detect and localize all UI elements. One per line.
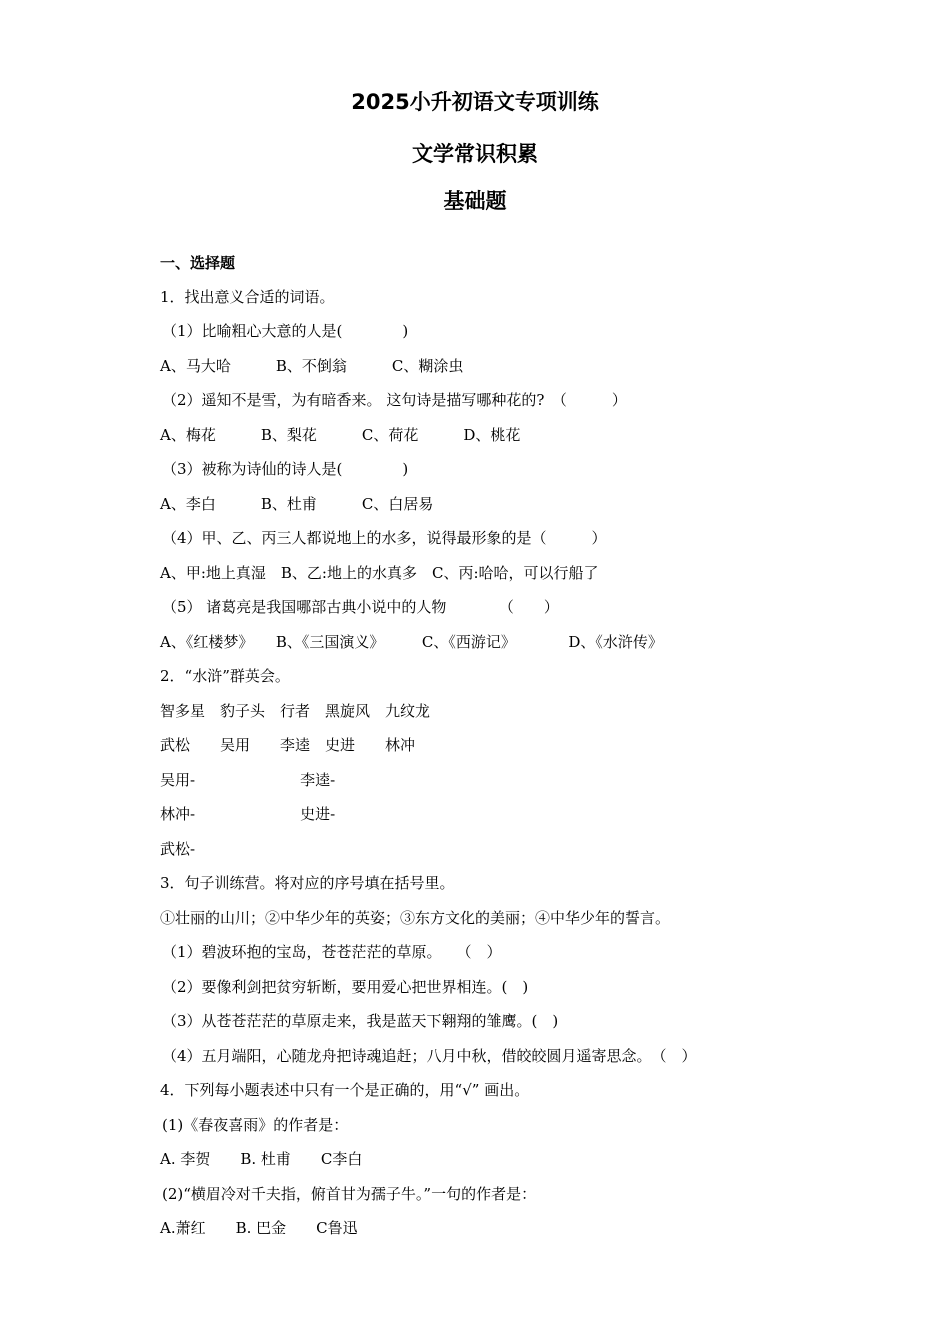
sub-question: （1）比喻粗心大意的人是( ) [162,322,409,340]
options: A、甲:地上真湿 B、乙:地上的水真多 C、丙:哈哈，可以行船了 [160,564,599,582]
sub-question: （1）碧波环抱的宝岛，苍苍茫茫的草原。 （ ） [162,943,502,961]
sub-question: （5） 诸葛亮是我国哪部古典小说中的人物 （ ） [162,598,559,616]
nickname-list: 智多星 豹子头 行者 黑旋风 九纹龙 [160,702,431,720]
matching-line: 林冲- 史进- [160,805,336,823]
choice-list: ①壮丽的山川；②中华少年的英姿；③东方文化的美丽；④中华少年的誓言。 [160,909,671,927]
options: A、《红楼梦》 B、《三国演义》 C、《西游记》 D、《水浒传》 [160,633,663,651]
sub-question: （4）甲、乙、丙三人都说地上的水多，说得最形象的是（ ） [162,529,607,547]
section-heading: 一、选择题 [160,254,236,272]
sub-question: （3）被称为诗仙的诗人是( ) [162,460,409,478]
sub-question: （4）五月端阳，心随龙舟把诗魂追赶；八月中秋，借皎皎圆月遥寄思念。 （ ） [162,1047,697,1065]
sub-question: （3）从苍苍茫茫的草原走来，我是蓝天下翱翔的雏鹰。( ) [162,1012,559,1030]
options: A、马大哈 B、不倒翁 C、糊涂虫 [160,357,464,375]
question-3: 3．句子训练营。将对应的序号填在括号里。 [160,874,455,892]
sub-question: (2)“横眉冷对千夫指，俯首甘为孺子牛。”一句的作者是： [162,1185,537,1203]
matching-line: 吴用- 李逵- [160,771,336,789]
difficulty-title: 基础题 [443,189,507,213]
options: A.萧红 B. 巴金 C鲁迅 [160,1219,358,1237]
sub-question: (1)《春夜喜雨》的作者是： [162,1116,349,1134]
main-title: 2025小升初语文专项训练 [351,90,599,114]
options: A、李白 B、杜甫 C、白居易 [160,495,434,513]
question-2: 2．“水浒”群英会。 [160,667,290,685]
question-1: 1．找出意义合适的词语。 [160,288,335,306]
sub-question: （2）遥知不是雪，为有暗香来。 这句诗是描写哪种花的? （ ） [162,391,627,409]
options: A. 李贺 B. 杜甫 C李白 [160,1150,363,1168]
question-4: 4．下列每小题表述中只有一个是正确的，用“√” 画出。 [160,1081,530,1099]
matching-line: 武松- [160,840,196,858]
subtitle: 文学常识积累 [412,142,538,166]
sub-question: （2）要像利剑把贫穷斩断，要用爱心把世界相连。( ) [162,978,529,996]
hero-list: 武松 吴用 李逵 史进 林冲 [160,736,416,754]
options: A、梅花 B、梨花 C、荷花 D、桃花 [160,426,521,444]
